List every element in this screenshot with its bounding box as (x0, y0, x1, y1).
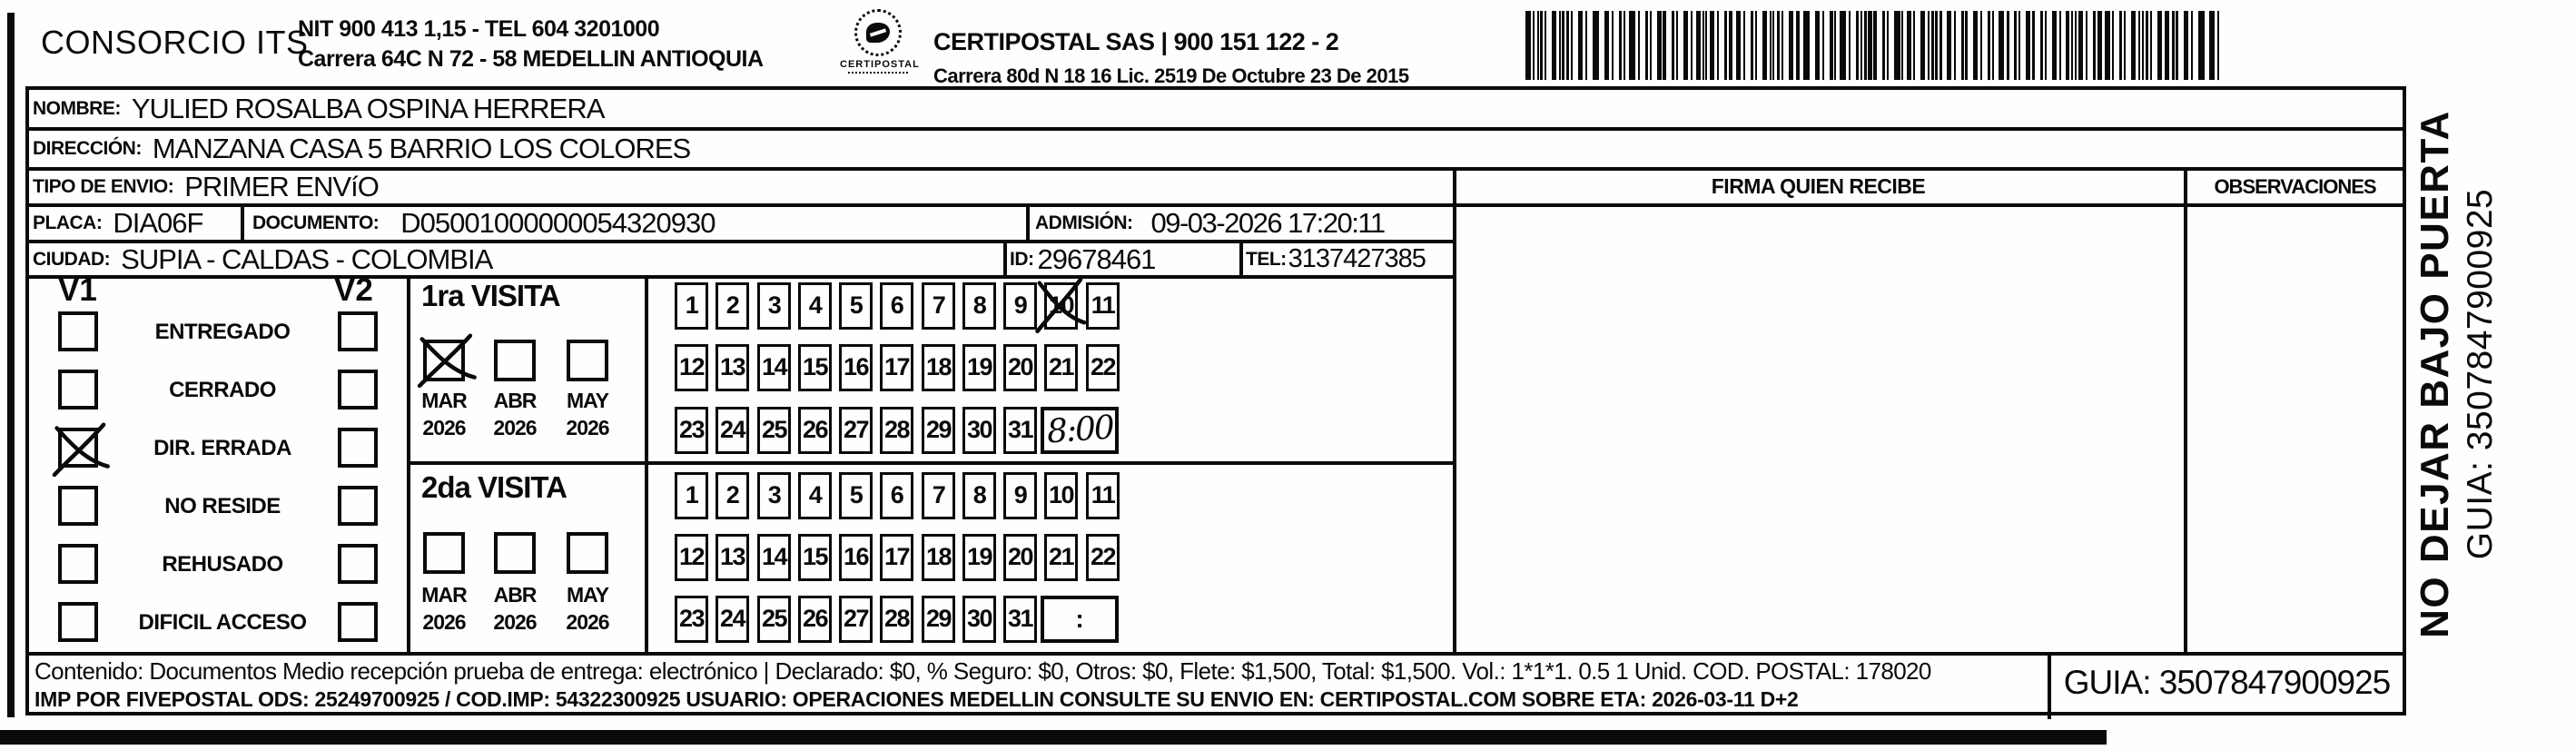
day-cell-21: 21 (1044, 534, 1078, 581)
day-cell-3: 3 (757, 282, 791, 330)
day-cell-2: 2 (716, 472, 749, 519)
direccion-value: MANZANA CASA 5 BARRIO LOS COLORES (152, 133, 691, 164)
admision-value: 09-03-2026 17:20:11 (1150, 207, 1385, 239)
month-checkbox-abr (494, 532, 536, 574)
tel-value: 3137427385 (1288, 244, 1426, 273)
checkbox-v2-rehusado (338, 544, 378, 584)
day-cell-23: 23 (675, 596, 708, 643)
day-cell-12: 12 (675, 344, 708, 391)
field-nombre (33, 90, 604, 127)
day-cell-19: 19 (962, 344, 996, 391)
tel-label: TEL: (1246, 248, 1287, 270)
day-cell-29: 29 (922, 407, 955, 454)
field-ciudad (33, 243, 492, 275)
id-value: 29678461 (1037, 242, 1156, 275)
day-cell-9: 9 (1003, 472, 1037, 519)
checkbox-v1-rehusado (58, 544, 98, 584)
checkbox-v1-dificil-acceso (58, 602, 98, 642)
grid-vline (407, 275, 410, 656)
day-cell-14: 14 (757, 534, 791, 581)
day-cell-16: 16 (839, 534, 873, 581)
day-cell-23: 23 (675, 407, 708, 454)
nombre-label: NOMBRE: (33, 97, 121, 119)
month-year-label: 2026 (566, 416, 609, 439)
grid-vline (1453, 167, 1456, 656)
grid-vline (1003, 240, 1007, 279)
checkbox-v2-dificil-acceso (338, 602, 378, 642)
tipo-envio-label: TIPO DE ENVIO: (33, 176, 174, 197)
day-cell-18: 18 (922, 534, 955, 581)
day-cell-24: 24 (716, 407, 749, 454)
second-visit-title: 2da VISITA (421, 470, 567, 504)
day-cell-22: 22 (1086, 344, 1120, 391)
day-cell-8: 8 (962, 472, 996, 519)
company-left-nit-line: NIT 900 413 1,15 - TEL 604 3201000 (298, 16, 660, 42)
direccion-label: DIRECCIÓN: (33, 138, 142, 159)
side-note-guia: GUIA: 3507847900925 (2461, 188, 2500, 560)
day-cell-7: 7 (922, 282, 955, 330)
day-cell-5: 5 (839, 282, 873, 330)
status-option-label: NO RESIDE (164, 494, 281, 518)
day-cell-27: 27 (839, 407, 873, 454)
day-cell-31: 31 (1003, 596, 1037, 643)
side-note-text (2412, 80, 2576, 668)
day-cell-3: 3 (757, 472, 791, 519)
day-cell-30: 30 (962, 596, 996, 643)
status-option-label: DIFICIL ACCESO (138, 610, 307, 635)
field-tel (1246, 243, 1426, 275)
day-cell-20: 20 (1003, 344, 1037, 391)
certipostal-logo (840, 9, 920, 74)
firma-column-header: FIRMA QUIEN RECIBE (1711, 174, 1926, 198)
month-checkbox-may (567, 532, 608, 574)
checkbox-v2-entregado (338, 311, 378, 351)
field-tipo-envio (33, 171, 379, 203)
month-name-label: MAR (421, 389, 467, 412)
grid-vline (1239, 240, 1243, 279)
grid-vline (241, 203, 244, 243)
day-cell-21: 21 (1044, 344, 1078, 391)
company-right-address: Carrera 80d N 18 16 Lic. 2519 De Octubre 23 De 2015 (933, 64, 1409, 87)
grid-vline (645, 275, 648, 656)
day-cell-18: 18 (922, 344, 955, 391)
day-cell-31: 31 (1003, 407, 1037, 454)
day-cell-28: 28 (880, 407, 913, 454)
field-id (1010, 243, 1155, 275)
first-visit-title: 1ra VISITA (421, 279, 560, 312)
grid-vline (2184, 167, 2187, 656)
day-cell-14: 14 (757, 344, 791, 391)
visit1-column-header: V1 (58, 272, 97, 308)
month-checkbox-mar (423, 532, 465, 574)
placa-label: PLACA: (33, 212, 103, 233)
month-checkbox-mar (423, 340, 465, 381)
scan-artifact-bar-bottom (0, 730, 2107, 745)
day-cell-25: 25 (757, 407, 791, 454)
logo-text: CERTIPOSTAL (840, 59, 920, 70)
day-cell-1: 1 (675, 282, 708, 330)
placa-value: DIA06F (113, 207, 203, 239)
footer-imp-line: IMP POR FIVEPOSTAL ODS: 25249700925 / COD.IMP: 54322300925 USUARIO: OPERACIONES MEDELLIN CONSULTE SU ENVIO EN: CERTIPOSTAL.COM SOBRE ETA: 2026-03-11 D+2 (35, 687, 1799, 711)
day-cell-11: 11 (1086, 472, 1120, 519)
day-cell-25: 25 (757, 596, 791, 643)
visit-time-box (1041, 596, 1119, 643)
footer-content-line: Contenido: Documentos Medio recepción prueba de entrega: electrónico | Declarado: $0, % Seguro: $0, Otros: $0, Flete: $1,500, Total: $1,500. Vol.: 1*1*1. 0.5 1 Unid. COD. POSTAL: 178020 (35, 657, 1931, 685)
time-separator: : (1075, 605, 1084, 633)
status-option-label: DIR. ERRADA (153, 436, 291, 460)
checkbox-v1-no-reside (58, 486, 98, 526)
day-cell-22: 22 (1086, 534, 1120, 581)
month-name-label: MAR (421, 583, 467, 607)
status-option-label: ENTREGADO (154, 320, 291, 344)
day-cell-4: 4 (798, 282, 832, 330)
scan-artifact-bar-left (7, 13, 15, 717)
day-cell-9: 9 (1003, 282, 1037, 330)
ciudad-value: SUPIA - CALDAS - COLOMBIA (121, 242, 493, 275)
month-year-label: 2026 (566, 610, 609, 634)
observaciones-column-header: OBSERVACIONES (2214, 175, 2376, 198)
field-admision (1035, 207, 1385, 240)
day-cell-24: 24 (716, 596, 749, 643)
day-cell-28: 28 (880, 596, 913, 643)
field-direccion (33, 131, 690, 167)
company-left-address-line: Carrera 64C N 72 - 58 MEDELLIN ANTIOQUIA (298, 46, 764, 72)
grid-hline (25, 167, 2406, 171)
day-cell-13: 13 (716, 344, 749, 391)
company-right-details (933, 28, 1409, 88)
day-cell-12: 12 (675, 534, 708, 581)
day-cell-4: 4 (798, 472, 832, 519)
month-name-label: MAY (567, 583, 608, 607)
day-cell-17: 17 (880, 534, 913, 581)
day-cell-15: 15 (798, 534, 832, 581)
month-name-label: ABR (493, 389, 537, 412)
logo-tagline-decoration (848, 72, 908, 74)
day-cell-6: 6 (880, 282, 913, 330)
day-cell-29: 29 (922, 596, 955, 643)
day-cell-20: 20 (1003, 534, 1037, 581)
documento-value: D05001000000054320930 (400, 207, 716, 239)
day-cell-6: 6 (880, 472, 913, 519)
documento-label: DOCUMENTO: (252, 212, 380, 233)
id-label: ID: (1010, 248, 1034, 270)
month-year-label: 2026 (493, 610, 537, 634)
day-cell-11: 11 (1086, 282, 1120, 330)
day-cell-19: 19 (962, 534, 996, 581)
side-note-rotated (2412, 80, 2576, 668)
guia-number-box: GUIA: 3507847900925 (2063, 664, 2391, 701)
tipo-envio-value: PRIMER ENVíO (184, 171, 379, 202)
company-name-left: CONSORCIO ITS (41, 24, 309, 61)
day-cell-17: 17 (880, 344, 913, 391)
day-cell-2: 2 (716, 282, 749, 330)
day-cell-8: 8 (962, 282, 996, 330)
ciudad-label: CIUDAD: (33, 248, 111, 270)
day-cell-1: 1 (675, 472, 708, 519)
side-note-instruction: NO DEJAR BAJO PUERTA (2413, 110, 2457, 638)
month-name-label: ABR (493, 583, 537, 607)
checkbox-v2-dir-errada (338, 428, 378, 468)
grid-vline (1026, 203, 1030, 243)
day-cell-16: 16 (839, 344, 873, 391)
company-right-name: CERTIPOSTAL SAS | 900 151 122 - 2 (933, 28, 1339, 55)
month-checkbox-abr (494, 340, 536, 381)
field-documento (252, 207, 715, 240)
month-year-label: 2026 (422, 610, 466, 634)
grid-hline (407, 461, 1456, 465)
month-year-label: 2026 (422, 416, 466, 439)
day-cell-7: 7 (922, 472, 955, 519)
day-cell-10: 10 (1044, 472, 1078, 519)
day-cell-10: 10 (1044, 282, 1078, 330)
day-cell-5: 5 (839, 472, 873, 519)
day-cell-27: 27 (839, 596, 873, 643)
day-cell-26: 26 (798, 596, 832, 643)
field-placa (33, 207, 202, 240)
month-year-label: 2026 (493, 416, 537, 439)
day-cell-26: 26 (798, 407, 832, 454)
status-option-label: CERRADO (169, 378, 276, 402)
tracking-barcode (1525, 11, 2225, 80)
handwritten-time: 8:00 (1045, 409, 1114, 451)
admision-label: ADMISIÓN: (1035, 212, 1133, 233)
day-cell-30: 30 (962, 407, 996, 454)
month-name-label: MAY (567, 389, 608, 412)
checkbox-v2-no-reside (338, 486, 378, 526)
checkbox-v2-cerrado (338, 370, 378, 410)
visit-time-box (1041, 407, 1119, 454)
month-checkbox-may (567, 340, 608, 381)
checkbox-v1-cerrado (58, 370, 98, 410)
checkbox-v1-dir-errada (58, 428, 98, 468)
visit2-column-header: V2 (334, 272, 373, 308)
nombre-value: YULIED ROSALBA OSPINA HERRERA (131, 92, 605, 124)
day-cell-15: 15 (798, 344, 832, 391)
checkbox-v1-entregado (58, 311, 98, 351)
status-option-label: REHUSADO (162, 552, 283, 577)
certipostal-logo-icon (854, 9, 902, 56)
logo-glyph-icon (866, 23, 890, 43)
day-cell-13: 13 (716, 534, 749, 581)
company-left-details (298, 15, 764, 74)
